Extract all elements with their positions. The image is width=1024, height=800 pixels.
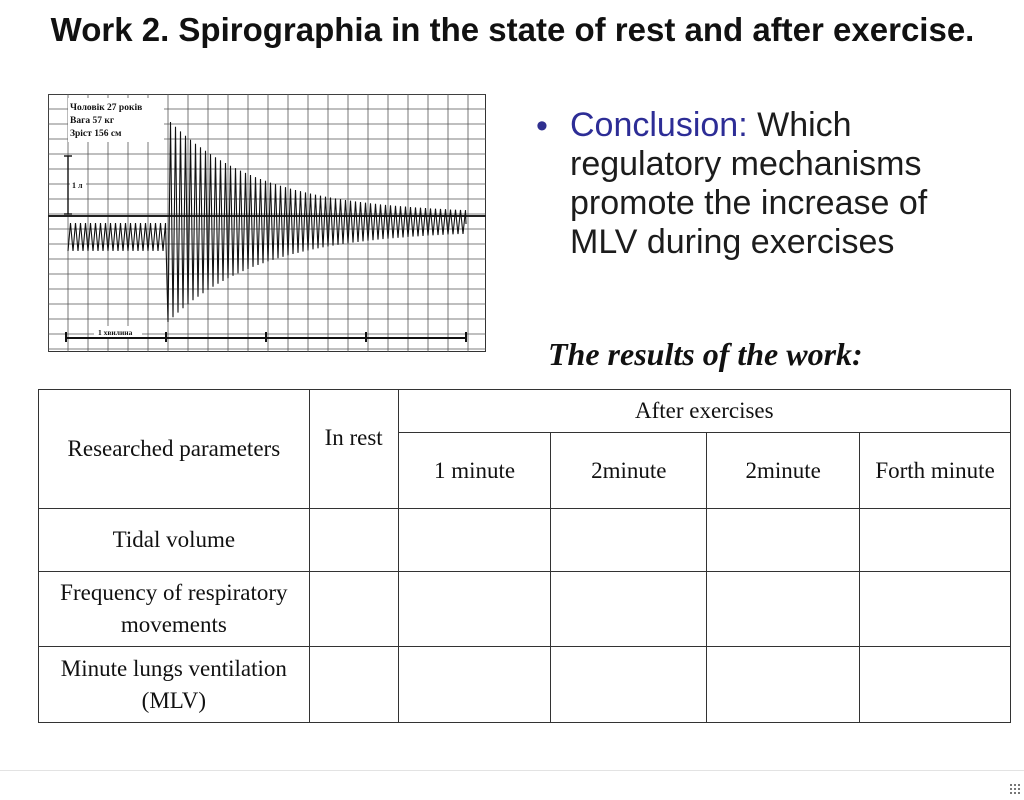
cell-minute-1[interactable] bbox=[398, 647, 551, 723]
cell-minute-2[interactable] bbox=[551, 647, 707, 723]
cell-rest[interactable] bbox=[309, 509, 398, 572]
drag-handle-icon[interactable] bbox=[1009, 782, 1021, 794]
row-label-frequency: Frequency of respiratory movements bbox=[39, 572, 310, 647]
annotation-gender-age: Чоловік 27 років bbox=[70, 103, 143, 113]
conclusion-label: Conclusion: bbox=[570, 106, 748, 144]
volume-scale-label: 1 л bbox=[72, 181, 83, 190]
time-scale-label: 1 хвилина bbox=[98, 328, 133, 337]
table-row bbox=[39, 509, 1011, 572]
slide-title: Work 2. Spirographia in the state of rest and after exercise. bbox=[50, 11, 975, 48]
cell-minute-4[interactable] bbox=[860, 572, 1011, 647]
cell-minute-3[interactable] bbox=[707, 647, 860, 723]
table-row bbox=[39, 647, 1011, 723]
header-minute-1: 1 minute bbox=[398, 433, 551, 509]
annotation-height: Зріст 156 см bbox=[70, 129, 122, 139]
cell-minute-4[interactable] bbox=[860, 647, 1011, 723]
cell-minute-2[interactable] bbox=[551, 572, 707, 647]
cell-minute-3[interactable] bbox=[707, 572, 860, 647]
bullet-dot-icon: • bbox=[536, 107, 548, 145]
cell-rest[interactable] bbox=[309, 647, 398, 723]
header-minute-3: 2minute bbox=[707, 433, 860, 509]
annotation-weight: Вага 57 кг bbox=[70, 116, 115, 126]
bottom-bar bbox=[0, 770, 1024, 796]
header-researched-parameters: Researched parameters bbox=[39, 390, 310, 509]
row-label-tidal-volume: Tidal volume bbox=[39, 509, 310, 572]
header-in-rest: In rest bbox=[309, 390, 398, 509]
header-minute-4: Forth minute bbox=[860, 433, 1011, 509]
results-table bbox=[38, 389, 1011, 723]
cell-minute-4[interactable] bbox=[860, 509, 1011, 572]
conclusion-question: Which regulatory mechanisms promote the increase of MLV during exercises bbox=[570, 106, 928, 261]
cell-minute-3[interactable] bbox=[707, 509, 860, 572]
cell-minute-1[interactable] bbox=[398, 572, 551, 647]
spirogram-image bbox=[48, 94, 486, 352]
cell-minute-2[interactable] bbox=[551, 509, 707, 572]
table-row bbox=[39, 572, 1011, 647]
header-minute-2: 2minute bbox=[551, 433, 707, 509]
results-title: The results of the work: bbox=[548, 336, 863, 372]
conclusion-text bbox=[570, 106, 990, 262]
cell-rest[interactable] bbox=[309, 572, 398, 647]
row-label-mlv: Minute lungs ventilation (MLV) bbox=[39, 647, 310, 723]
spirogram-svg bbox=[48, 94, 486, 352]
header-after-exercises: After exercises bbox=[398, 390, 1010, 433]
cell-minute-1[interactable] bbox=[398, 509, 551, 572]
